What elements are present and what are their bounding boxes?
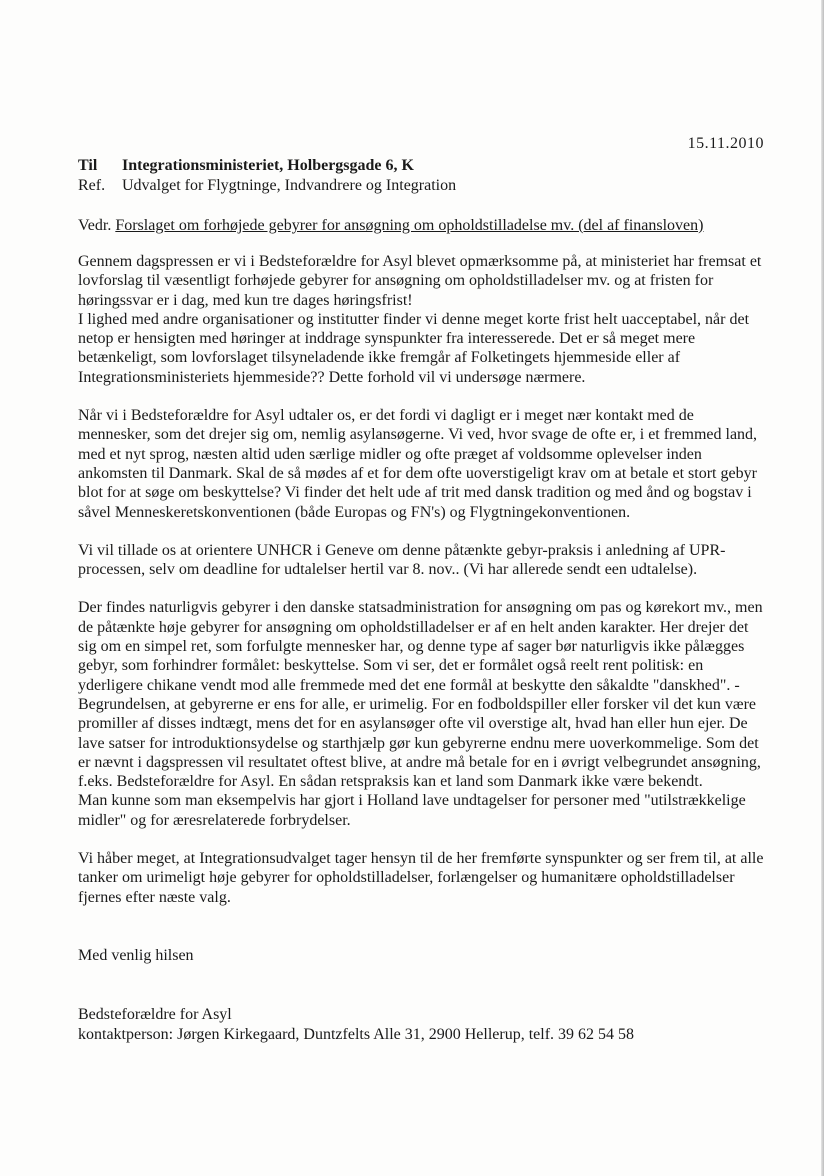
paragraph-5: Der findes naturligvis gebyrer i den danske statsadministration for ansøgning om pas og kørekort mv., men de påtænkte høje gebyrer for ansøgning om opholdstilladelser er af en helt anden karakter. Her drejer det sig om en simpel ret, som forfulgte mennesker har, og denne type af sager bør naturligvis ikke pålægges gebyr, som forhindrer formålet: beskyttelse. Som vi ser, det er formålet også reelt rent politisk: en yderligere chikane vendt mod alle fremmede med det ene formål at beskytte den såkaldte "danskhed". - Begrundelsen, at gebyrerne er ens for alle, er urimelig. For en fodboldspiller eller forsker vil det kun være promiller af disses indtægt, mens det for en asylansøger ofte vil overstige alt, hvad han eller hun ejer. De lave satser for introduktionsydelse og starthjælp gør kun gebyrerne endnu mere uoverkommelige. Som det er nævnt i dagspressen vil resultatet oftest blive, at andre må betale for en i øvrigt velbegrundet ansøgning, f.eks. Bedsteforældre for Asyl. En sådan retspraksis kan et land som Danmark ikke være bekendt. (78, 599, 763, 791)
letter-date: 15.11.2010 (687, 135, 764, 152)
recipient-value: Integrationsministeriet, Holbergsgade 6, K (122, 157, 414, 174)
reference-label: Ref. (78, 177, 106, 194)
paragraph-6: Man kunne som man eksempelvis har gjort i Holland lave undtagelser for personer med "utilstrækkelige midler" og for æresrelaterede forbrydelser. (78, 792, 746, 829)
paragraph-2: I lighed med andre organisationer og institutter finder vi denne meget korte frist helt uacceptabel, når det netop er hensigten med høringer at inddrage synspunkter fra interesserede. Det er så meget mere betænkeligt, som lovforslaget tilsyneladende ikke fremgår af Folketingets hjemmeside eller af Integrationsministeriets hjemmeside?? Dette forhold vil vi undersøge nærmere. (78, 310, 750, 386)
recipient-row (78, 156, 768, 176)
letter-header (78, 156, 768, 196)
sender-contact: kontaktperson: Jørgen Kirkegaard, Duntzfelts Alle 31, 2900 Hellerup, telf. 39 62 54 58 (78, 1026, 635, 1043)
closing-salutation: Med venlig hilsen (78, 947, 194, 964)
letter-body (78, 252, 768, 926)
sender-block (78, 1005, 634, 1045)
subject-text: Forslaget om forhøjede gebyrer for ansøgning om opholdstilladelse mv. (del af finansloven) (115, 217, 704, 234)
paragraph-4: Vi vil tillade os at orientere UNHCR i Geneve om denne påtænkte gebyr-praksis i anledning af UPR-processen, selv om deadline for udtalelser hertil var 8. nov.. (Vi har allerede sendt een udtalelse). (78, 541, 726, 579)
reference-value: Udvalget for Flygtninge, Indvandrere og Integration (122, 177, 457, 194)
recipient-label: Til (78, 157, 98, 174)
sender-organization: Bedsteforældre for Asyl (78, 1006, 232, 1023)
subject-label: Vedr. (78, 217, 112, 234)
reference-row (78, 176, 768, 196)
subject-line (78, 216, 778, 236)
paragraph-1: Gennem dagspressen er vi i Bedsteforældre for Asyl blevet opmærksomme på, at ministeriet har fremsat et lovforslag til væsentligt forhøjede gebyrer for ansøgning om opholdstilladelser mv. og at fristen for høringssvar er i dag, med kun tre dages høringsfrist! (78, 253, 762, 309)
paragraph-3: Når vi i Bedsteforældre for Asyl udtaler os, er det fordi vi dagligt er i meget nær kontakt med de mennesker, som det drejer sig om, nemlig asylansøgerne. Vi ved, hvor svage de ofte er, i et fremmed land, med et nyt sprog, næsten altid uden særlige midler og ofte præget af voldsomme oplevelser inden ankomsten til Danmark. Skal de så mødes af et for dem ofte uoverstigeligt krav om at betale et stort gebyr blot for at søge om beskyttelse? Vi finder det helt ude af trit med dansk tradition og med ånd og bogstav i såvel Menneskeretskonventionen (både Europas og FN's) og Flygtningekonventionen. (78, 407, 758, 521)
paragraph-7: Vi håber meget, at Integrationsudvalget tager hensyn til de her fremførte synspunkter og ser frem til, at alle tanker om urimeligt høje gebyrer for opholdstilladelser, forlængelser og humanitære opholdstilladelser fjernes efter næste valg. (78, 850, 764, 906)
